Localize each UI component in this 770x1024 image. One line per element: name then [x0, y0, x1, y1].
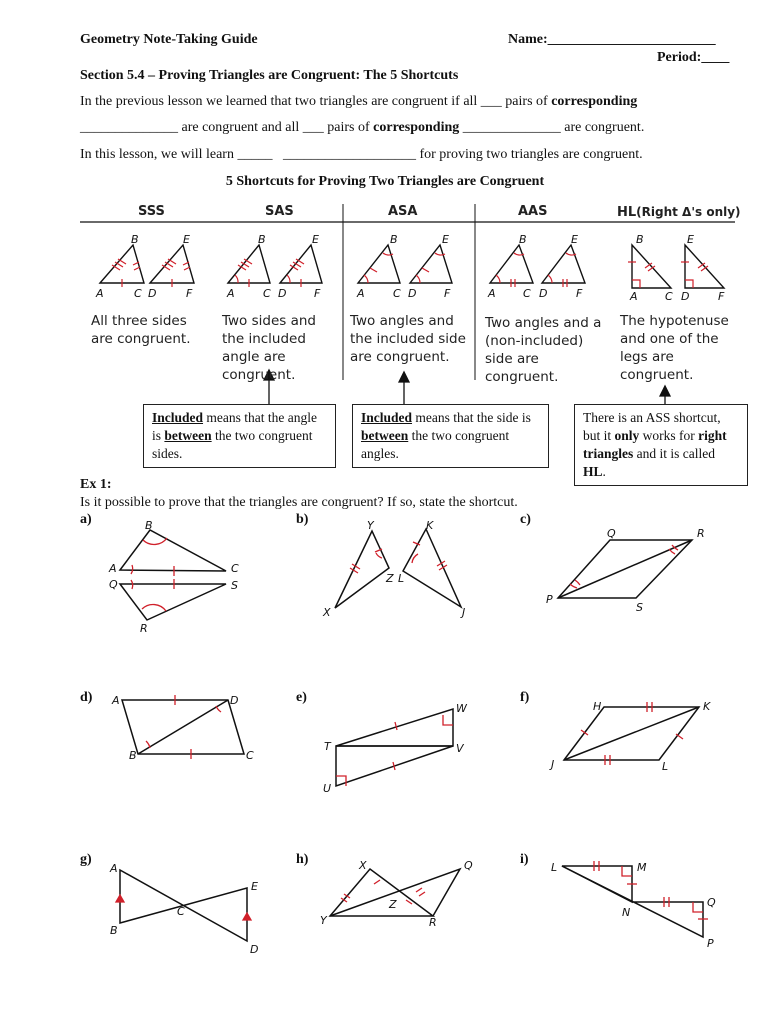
note-box-hl: [574, 404, 748, 486]
example-label-a: a): [80, 512, 92, 527]
svg-text:R: R: [140, 622, 148, 635]
svg-text:B: B: [145, 519, 153, 532]
svg-text:E: E: [312, 233, 319, 246]
note-text: means that the angle is: [152, 410, 317, 443]
svg-text:W: W: [456, 702, 467, 715]
svg-text:D: D: [278, 287, 287, 300]
intro-text: ______________ are congruent.: [459, 120, 645, 135]
svg-text:D: D: [681, 290, 690, 303]
svg-text:A: A: [227, 287, 235, 300]
note-text: works for: [639, 428, 699, 443]
svg-text:A: A: [630, 290, 638, 303]
hl-abbr: HL: [617, 205, 637, 220]
figure-f: [564, 702, 699, 765]
desc-sas: Two sides and the included angle are congruent.: [222, 313, 316, 383]
svg-text:D: D: [230, 694, 239, 707]
svg-text:Z: Z: [386, 572, 394, 585]
shortcuts-heading: 5 Shortcuts for Proving Two Triangles are Congruent: [225, 174, 545, 189]
svg-text:E: E: [251, 880, 258, 893]
svg-text:A: A: [96, 287, 104, 300]
svg-text:F: F: [444, 287, 451, 300]
intro-line-3: In this lesson, we will learn _____ ___________________ for proving two triangles are congruent.: [80, 147, 643, 162]
col-head-sss: SSS: [138, 204, 165, 219]
svg-text:F: F: [314, 287, 321, 300]
svg-text:C: C: [246, 749, 254, 762]
svg-text:Q: Q: [464, 859, 473, 872]
note-text: and it is called: [633, 446, 715, 461]
svg-text:C: C: [263, 287, 271, 300]
example-label-b: b): [296, 512, 309, 527]
svg-text:B: B: [636, 233, 644, 246]
svg-text:A: A: [109, 562, 117, 575]
intro-text: In the previous lesson we learned that two triangles are congruent if all ___ pairs of: [80, 94, 552, 109]
example-label-h: h): [296, 852, 309, 867]
figure-i: [562, 861, 708, 937]
svg-text:D: D: [250, 943, 259, 956]
svg-text:Y: Y: [320, 914, 327, 927]
svg-text:Z: Z: [389, 898, 397, 911]
svg-text:Q: Q: [707, 896, 716, 909]
svg-text:B: B: [390, 233, 398, 246]
svg-text:T: T: [324, 740, 331, 753]
svg-text:B: B: [131, 233, 139, 246]
svg-text:P: P: [546, 593, 553, 606]
example-label-c: c): [520, 512, 531, 527]
svg-text:Y: Y: [367, 519, 374, 532]
note-bold: only: [614, 428, 640, 443]
svg-text:X: X: [323, 606, 331, 619]
svg-text:J: J: [462, 606, 466, 619]
note-bold: Included: [152, 410, 204, 425]
svg-text:D: D: [539, 287, 548, 300]
desc-sss: All three sides are congruent.: [91, 313, 191, 347]
svg-text:L: L: [662, 760, 669, 773]
svg-text:A: A: [488, 287, 496, 300]
note-bold: right triangles: [583, 428, 727, 461]
asa-triangles: [358, 245, 452, 283]
figure-a: [120, 530, 226, 620]
example-label-e: e): [296, 690, 307, 705]
svg-text:K: K: [426, 519, 434, 532]
hl-note: (Right Δ's only): [636, 205, 741, 219]
svg-text:E: E: [442, 233, 449, 246]
svg-text:D: D: [148, 287, 157, 300]
svg-text:C: C: [393, 287, 401, 300]
period-field[interactable]: Period:____: [657, 50, 730, 65]
note-text: .: [602, 464, 606, 479]
section-title: Section 5.4 – Proving Triangles are Congruent: The 5 Shortcuts: [80, 68, 459, 83]
svg-text:B: B: [258, 233, 266, 246]
svg-text:D: D: [408, 287, 417, 300]
note-text: means that the side is: [412, 410, 531, 425]
svg-text:C: C: [523, 287, 531, 300]
svg-text:C: C: [177, 905, 185, 918]
svg-text:C: C: [231, 562, 239, 575]
sss-triangles: [100, 245, 194, 287]
svg-text:U: U: [323, 782, 332, 795]
note-bold: HL: [583, 464, 603, 479]
svg-text:S: S: [231, 579, 238, 592]
example-label-i: i): [520, 852, 529, 867]
note-text: the two congruent angles.: [361, 428, 510, 461]
svg-text:B: B: [129, 749, 137, 762]
example-label-f: f): [520, 690, 530, 705]
svg-text:Q: Q: [607, 527, 616, 540]
svg-text:R: R: [697, 527, 705, 540]
name-field[interactable]: Name:________________________: [508, 32, 716, 47]
intro-text: ______________ are congruent and all ___ pairs of: [80, 120, 374, 135]
svg-text:M: M: [637, 861, 647, 874]
svg-text:A: A: [110, 862, 118, 875]
note-text: There is an ASS shortcut, but it: [583, 410, 721, 443]
svg-text:V: V: [456, 742, 464, 755]
desc-hl: The hypotenuse and one of the legs are congruent.: [620, 313, 729, 383]
svg-text:P: P: [707, 937, 714, 950]
svg-text:R: R: [429, 916, 437, 929]
doc-title: Geometry Note-Taking Guide: [80, 32, 258, 47]
example-label-g: g): [80, 852, 92, 867]
svg-text:E: E: [571, 233, 578, 246]
svg-text:C: C: [134, 287, 142, 300]
note-box-asa: [352, 404, 549, 468]
svg-text:K: K: [703, 700, 711, 713]
svg-text:S: S: [636, 601, 643, 614]
example-prompt: Is it possible to prove that the triangles are congruent? If so, state the shortcut.: [80, 495, 518, 510]
svg-text:F: F: [576, 287, 583, 300]
figure-e: [336, 709, 453, 786]
svg-text:Q: Q: [109, 578, 118, 591]
note-bold: Included: [361, 410, 413, 425]
desc-aas: Two angles and a (non-included) side are congruent.: [485, 315, 602, 385]
svg-text:B: B: [519, 233, 527, 246]
svg-text:A: A: [112, 694, 120, 707]
note-box-sas: [143, 404, 336, 468]
col-head-aas: AAS: [518, 204, 548, 219]
aas-triangles: [490, 245, 585, 287]
note-bold: between: [164, 428, 212, 443]
col-head-sas: SAS: [265, 204, 294, 219]
svg-text:E: E: [687, 233, 694, 246]
sas-triangles: [228, 245, 322, 287]
example-title: Ex 1:: [80, 477, 112, 492]
intro-bold: corresponding: [373, 120, 460, 135]
col-head-asa: ASA: [388, 204, 418, 219]
svg-text:F: F: [718, 290, 725, 303]
svg-text:J: J: [551, 758, 555, 771]
svg-text:X: X: [359, 859, 367, 872]
svg-text:H: H: [593, 700, 602, 713]
svg-text:F: F: [186, 287, 193, 300]
svg-text:L: L: [398, 572, 405, 585]
figure-c: [558, 540, 692, 598]
svg-text:L: L: [551, 861, 558, 874]
desc-asa: Two angles and the included side are congruent.: [350, 313, 466, 365]
note-bold: between: [361, 428, 409, 443]
svg-text:C: C: [665, 290, 673, 303]
svg-text:E: E: [183, 233, 190, 246]
svg-text:A: A: [357, 287, 365, 300]
note-text: the two congruent sides.: [152, 428, 313, 461]
hl-triangles: [628, 245, 724, 288]
figure-d: [122, 695, 244, 759]
figure-b: [335, 529, 461, 608]
svg-text:B: B: [110, 924, 118, 937]
svg-text:N: N: [622, 906, 631, 919]
intro-bold: corresponding: [551, 94, 638, 109]
example-label-d: d): [80, 690, 93, 705]
